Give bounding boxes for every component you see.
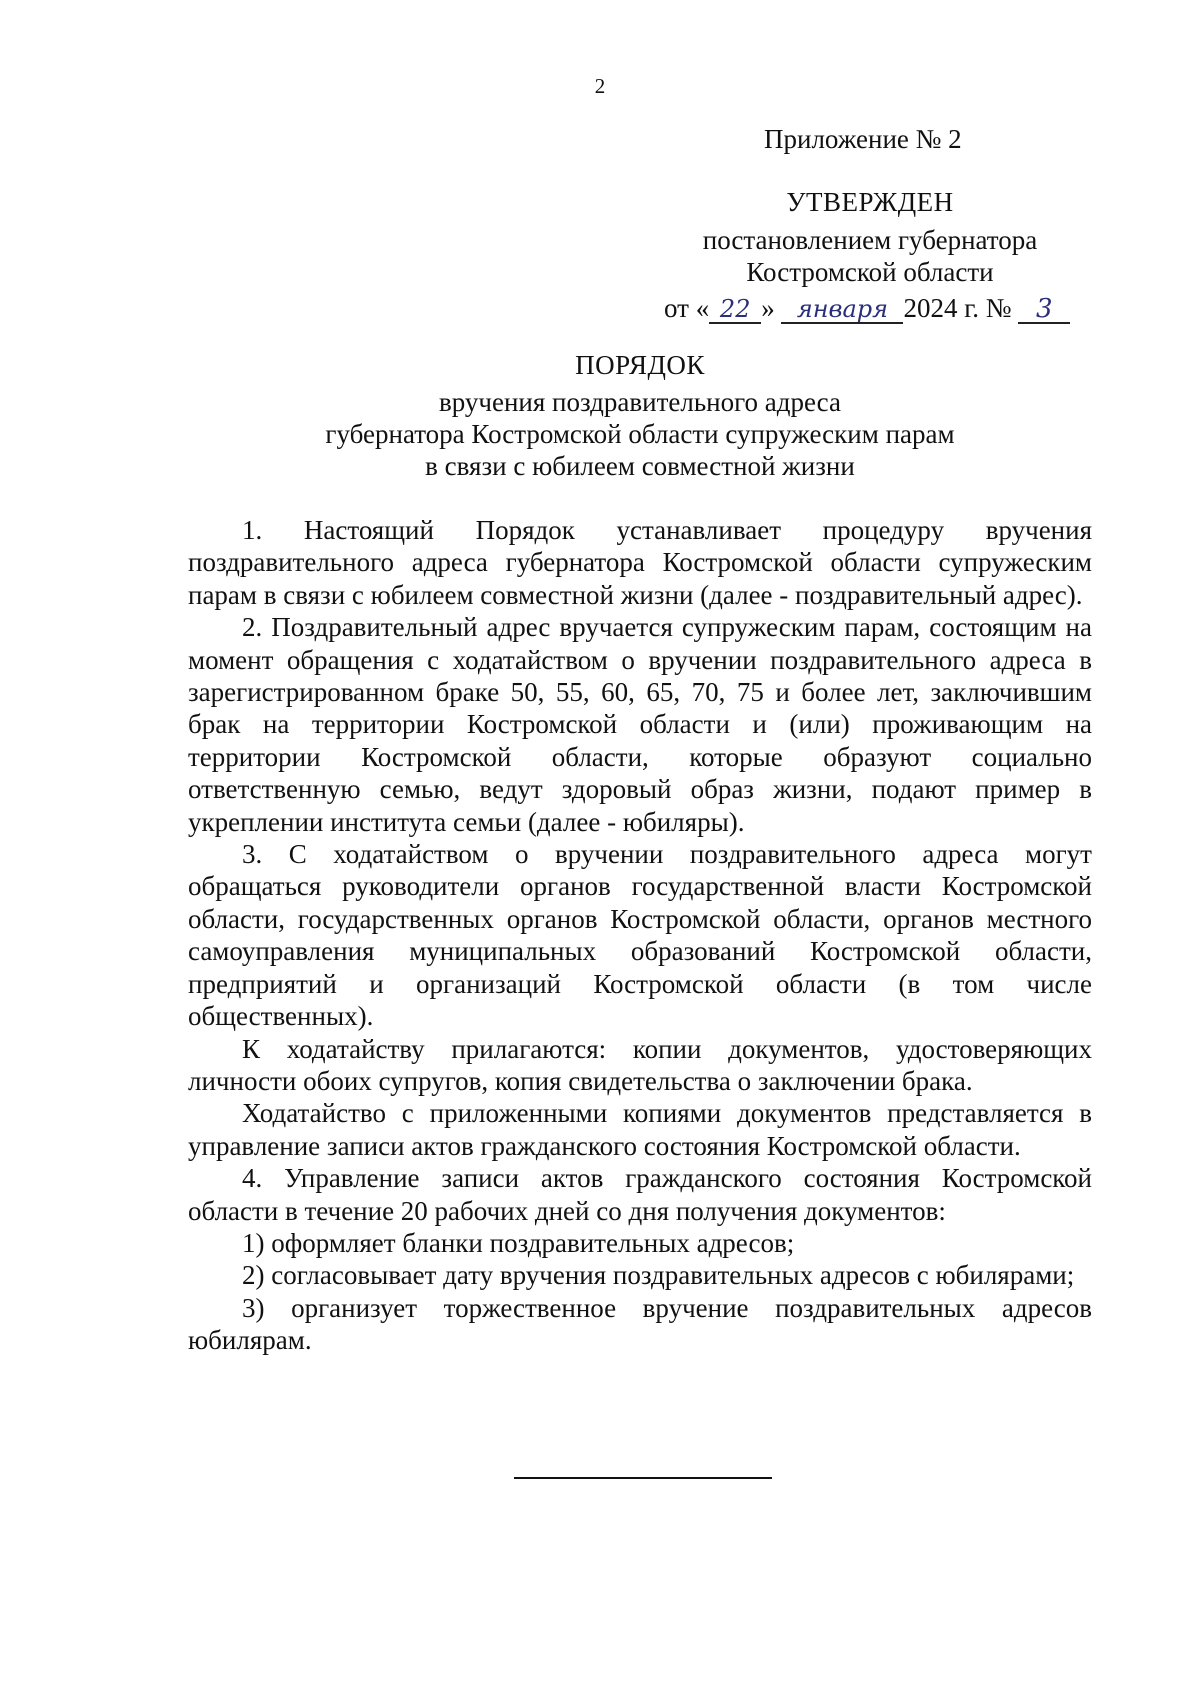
date-prefix: от « <box>664 293 710 323</box>
document-title: ПОРЯДОК <box>575 350 705 380</box>
approved-heading: УТВЕРЖДЕН <box>786 187 954 217</box>
date-year: 2024 г. № <box>903 293 1012 323</box>
document-subtitle <box>0 386 1200 482</box>
handwritten-month: января <box>781 296 903 324</box>
closing-divider <box>514 1477 772 1479</box>
list-item-2: 2) согласовывает дату вручения поздравительных адресов с юбилярами; <box>242 1260 1075 1291</box>
approval-date-line <box>664 292 1070 324</box>
appendix-label: Приложение № 2 <box>764 124 962 154</box>
paragraph-submission: Ходатайство с приложенными копиями документов представляется в управление записи актов гражданского состояния Костромской области. <box>188 1098 1092 1161</box>
list-item-1: 1) оформляет бланки поздравительных адресов; <box>242 1227 795 1258</box>
handwritten-doc-number: 3 <box>1018 296 1070 324</box>
approval-stamp-block <box>620 186 1120 288</box>
subtitle-line: губернатора Костромской области супружеским парам <box>325 419 955 449</box>
subtitle-line: вручения поздравительного адреса <box>439 387 841 417</box>
page-number: 2 <box>594 74 606 98</box>
paragraph-3: 3. С ходатайством о вручении поздравительного адреса могут обращаться руководители органов государственной власти Костромской области, государственных органов Костромской области, органов местного самоуправления муниципальных образований Костромской области, предприятий и организаций Костромской области (в том числе общественных). <box>188 839 1092 1032</box>
list-item-3: 3) организует торжественное вручение поздравительных адресов юбилярам. <box>188 1292 1092 1356</box>
paragraph-1: 1. Настоящий Порядок устанавливает процедуру вручения поздравительного адреса губернатора Костромской области супружеским парам в связи с юбилеем совместной жизни (далее - поздравительный адрес). <box>188 515 1092 610</box>
handwritten-day: 22 <box>709 296 761 324</box>
approval-line-2: Костромской области <box>746 257 994 287</box>
subtitle-line: в связи с юбилеем совместной жизни <box>425 451 855 481</box>
document-body <box>188 514 1092 1357</box>
date-mid: » <box>761 293 775 323</box>
paragraph-2: 2. Поздравительный адрес вручается супружеским парам, состоящим на момент обращения с ходатайством о вручении поздравительного адреса в зарегистрированном браке 50, 55, 60, 65, 70, 75 и более лет, заключившим брак на территории Костромской области и (или) проживающим на территории Костромской области, которые образуют социально ответственную семью, ведут здоровый образ жизни, подают пример в укреплении института семьи (далее - юбиляры). <box>188 612 1092 837</box>
paragraph-attachments: К ходатайству прилагаются: копии документов, удостоверяющих личности обоих супругов, копия свидетельства о заключении брака. <box>188 1033 1092 1096</box>
approval-line-1: постановлением губернатора <box>702 225 1038 255</box>
paragraph-4: 4. Управление записи актов гражданского состояния Костромской области в течение 20 рабочих дней со дня получения документов: <box>188 1163 1092 1226</box>
